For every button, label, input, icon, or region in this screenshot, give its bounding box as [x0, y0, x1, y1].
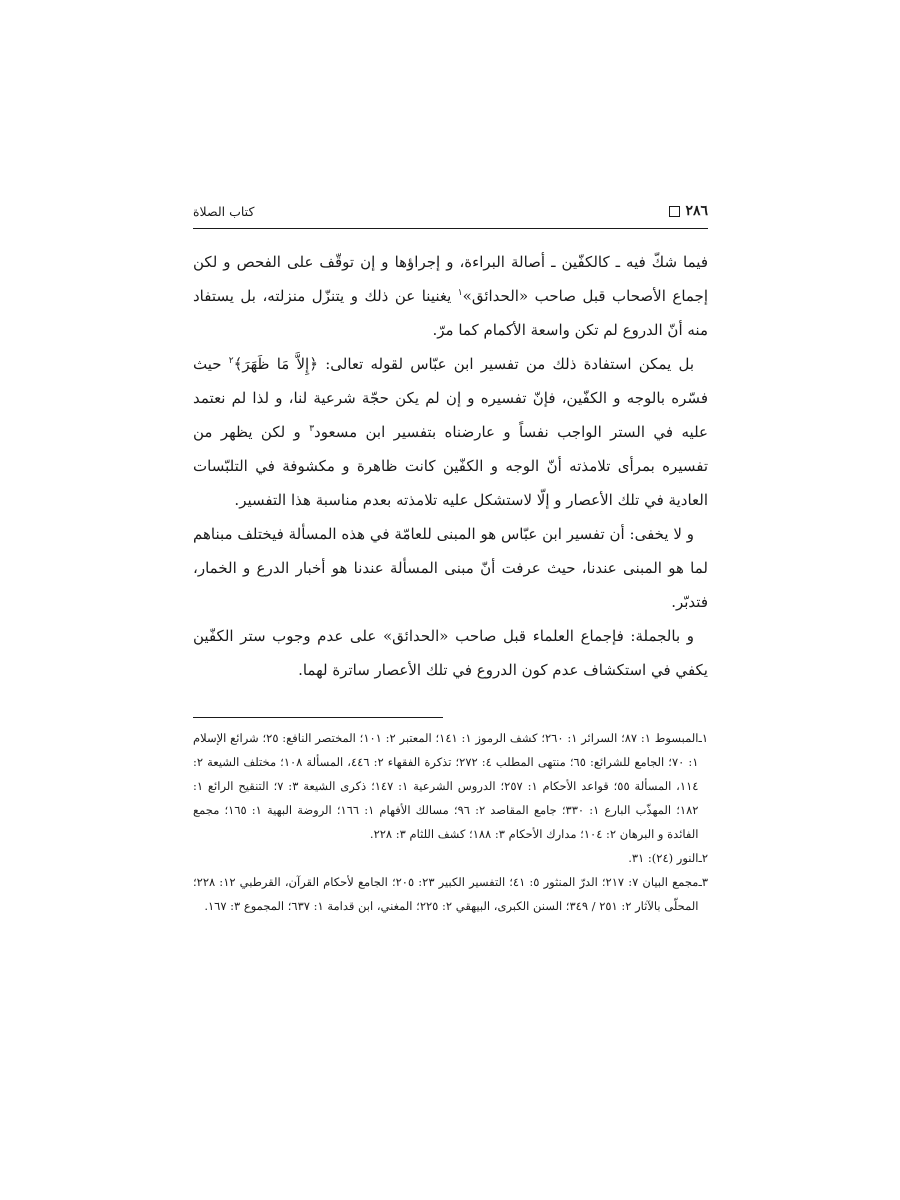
main-text: [193, 245, 708, 687]
paragraph: [193, 347, 708, 517]
text-run: و لا يخفى: أن تفسير ابن عبّاس هو المبنى للعامّة في هذه المسألة فيختلف مبناهم لما هو المبنى عندنا، حيث عرفت أنّ مبنى المسألة عندنا هو أخبار الدرع و الخمار، فتدبّر.: [193, 525, 708, 611]
footnote-number: ١ـ: [698, 731, 708, 745]
square-bullet-icon: [669, 206, 680, 217]
footnotes: [193, 726, 708, 918]
paragraph: [193, 245, 708, 347]
footnote-number: ٣ـ: [698, 875, 708, 889]
text-run: بل يمكن استفادة ذلك من تفسير ابن عبّاس لقوله تعالى: ﴿إِلاَّ مَا ظَهَرَ﴾: [233, 355, 694, 373]
footnote-text: المبسوط ١: ٨٧؛ السرائر ١: ٢٦٠؛ كشف الرموز ١: ١٤١؛ المعتبر ٢: ١٠١؛ المختصر النافع: ٢٥؛ شرائع الإسلام ١: ٧٠؛ الجامع للشرائع: ٦٥؛ منتهى المطلب ٤: ٢٧٢؛ تذكرة الفقهاء ٢: ٤٤٦، المسألة ١٠٨؛ مختلف الشيعة ٢: ١١٤، المسألة ٥٥؛ قواعد الأحكام ١: ٢٥٧؛ الدروس الشرعية ١: ١٤٧؛ ذكرى الشيعة ٣: ٧؛ التنقيح الرائع ١: ١٨٢؛ المهذّب البارع ١: ٣٣٠؛ جامع المقاصد ٢: ٩٦؛ مسالك الأفهام ١: ١٦٦؛ الروضة البهية ١: ١٦٥؛ مجمع الفائدة و البرهان ٢: ١٠٤؛ مدارك الأحكام ٣: ١٨٨؛ كشف اللثام ٣: ٢٢٨.: [193, 731, 699, 841]
footnote-marker: ١: [457, 288, 463, 298]
running-title: كتاب الصلاة: [193, 203, 255, 219]
footnote-marker: ٢: [228, 356, 234, 366]
footnote: [193, 870, 708, 918]
footnote-marker: ٣: [309, 424, 315, 434]
text-run: يغنينا عن ذلك و يتنزّل منزلته، بل يستفاد منه أنّ الدروع لم تكن واسعة الأكمام كما مرّ.: [193, 287, 708, 339]
footnote: [193, 846, 708, 870]
footnote-text: مجمع البيان ٧: ٢١٧؛ الدرّ المنثور ٥: ٤١؛ التفسير الكبير ٢٣: ٢٠٥؛ الجامع لأحكام القرآن، القرطبي ١٢: ٢٢٨؛ المحلّى بالآثار ٢: ٢٥١ / ٣٤٩؛ السنن الكبرى، البيهقي ٢: ٢٢٥؛ المغني، ابن قدامة ١: ٦٣٧؛ المجموع ٣: ١٦٧.: [193, 875, 699, 913]
page-number: ٢٨٦: [685, 203, 708, 219]
text-run: فيما شكّ فيه ـ كالكفّين ـ أصالة البراءة، و إجراؤها و إن توقّف على الفحص و لكن إجماع الأصحاب قبل صاحب «الحدائق»: [193, 253, 708, 305]
text-run: و لكن يظهر من تفسيره بمرأى تلامذته أنّ الوجه و الكفّين كانت ظاهرة و مكشوفة في التلبّسات العادية في تلك الأعصار و إلّا لاستشكل عليه تلامذته بعدم مناسبة هذا التفسير.: [193, 423, 708, 509]
footnote-text: النور (٢٤): ٣١.: [628, 851, 699, 865]
book-page: [193, 196, 708, 918]
footnote: [193, 726, 708, 846]
paragraph: [193, 517, 708, 619]
footnote-divider: [193, 717, 443, 718]
page-number-block: [669, 203, 708, 219]
page-header: [193, 196, 708, 229]
paragraph: [193, 619, 708, 687]
text-run: و بالجملة: فإجماع العلماء قبل صاحب «الحدائق» على عدم وجوب ستر الكفّين يكفي في استكشاف عدم كون الدروع في تلك الأعصار ساترة لهما.: [193, 627, 708, 679]
text-run: حيث فسّره بالوجه و الكفّين، فإنّ تفسيره و إن لم يكن حجّة شرعية لنا، و لذا لم نعتمد عليه في الستر الواجب نفساً و عارضناه بتفسير ابن مسعود: [193, 355, 708, 441]
footnote-number: ٢ـ: [698, 851, 708, 865]
